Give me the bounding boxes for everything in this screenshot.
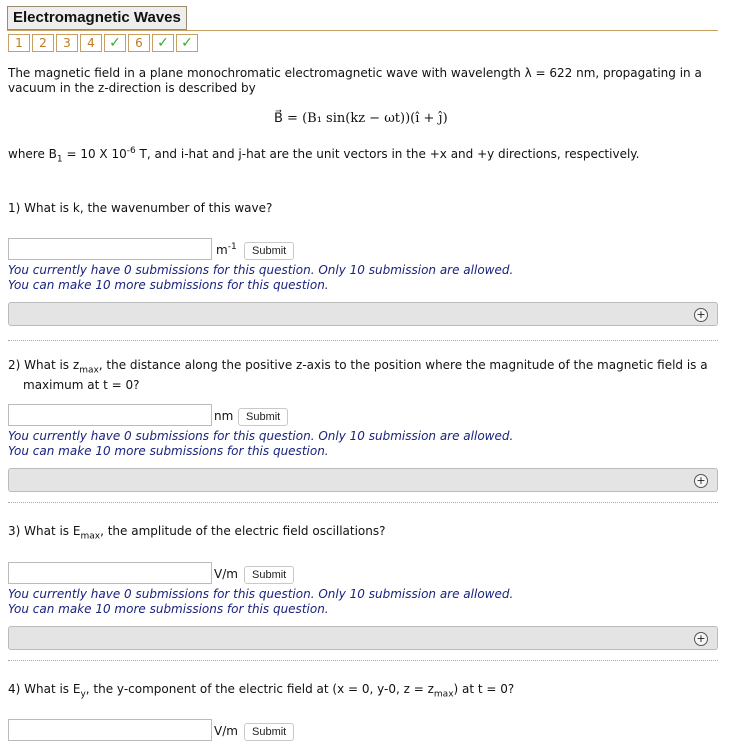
hint-bar-q1[interactable] (8, 302, 718, 326)
question-3-text (8, 524, 386, 541)
page-title: Electromagnetic Waves (7, 6, 187, 30)
nav-question-1[interactable]: 1 (8, 34, 30, 52)
answer-input-q1[interactable] (8, 238, 212, 260)
q4-sub2: max (433, 689, 454, 700)
where-sub: 1 (56, 154, 63, 165)
unit-q3: V/m (214, 567, 238, 581)
nav-question-3[interactable]: 3 (56, 34, 78, 52)
hint-bar-q3[interactable] (8, 626, 718, 650)
q4-sub: y (80, 689, 86, 700)
unit-q1-sup: -1 (227, 242, 237, 252)
submission-note-q2 (8, 429, 513, 459)
plus-circle-icon[interactable]: + (694, 308, 708, 322)
unit-q2: nm (214, 409, 234, 423)
hint-bar-q2[interactable] (8, 468, 718, 492)
submit-button-q4[interactable]: Submit (244, 723, 294, 741)
note-line1-q2: You currently have 0 submissions for this question. Only 10 submission are allowed. (8, 429, 514, 443)
submission-note-q3 (8, 587, 513, 617)
plus-circle-icon[interactable]: + (694, 474, 708, 488)
submit-button-q3[interactable]: Submit (244, 566, 294, 584)
q4-text-b: , the y-component of the electric field at (x = 0, y-0, z = z (85, 682, 434, 696)
where-rest: T, and i-hat and j-hat are the unit vectors in the +x and +y directions, respectively. (135, 147, 640, 161)
question-2-text (8, 358, 718, 393)
field-equation: B⃗ = (B₁ sin(kz − ωt))(î + ĵ) (274, 111, 448, 126)
q4-text-c: ) at t = 0? (453, 682, 515, 696)
note-line2-q2: You can make 10 more submissions for this question. (8, 444, 329, 458)
q3-text-b: , the amplitude of the electric field oscillations? (100, 524, 386, 538)
answer-input-q3[interactable] (8, 562, 212, 584)
q4-text-a: 4) What is E (8, 682, 81, 696)
unit-q4: V/m (214, 724, 238, 738)
plus-circle-icon[interactable]: + (694, 632, 708, 646)
where-prefix: where B (8, 147, 57, 161)
answer-input-q2[interactable] (8, 404, 212, 426)
where-mid: = 10 X 10 (62, 147, 127, 161)
problem-where (8, 144, 718, 167)
nav-question-2[interactable]: 2 (32, 34, 54, 52)
nav-question-4[interactable]: 4 (80, 34, 102, 52)
q2-sub: max (79, 365, 99, 376)
q3-sub: max (80, 531, 101, 542)
note-line2-q1: You can make 10 more submissions for this question. (8, 278, 329, 292)
unit-q1-base: m (216, 243, 228, 257)
nav-question-6[interactable]: 6 (128, 34, 150, 52)
question-4-text (8, 682, 514, 699)
where-sup: -6 (126, 146, 136, 156)
note-line1-q1: You currently have 0 submissions for this question. Only 10 submission are allowed. (8, 263, 514, 277)
divider (8, 660, 718, 661)
title-bar (7, 6, 718, 31)
answer-input-q4[interactable] (8, 719, 212, 741)
submit-button-q2[interactable]: Submit (238, 408, 288, 426)
note-line2-q3: You can make 10 more submissions for this question. (8, 602, 329, 616)
nav-question-5-check-icon[interactable]: ✓ (104, 34, 126, 52)
q2-text-b: , the distance along the positive z-axis to the position where the magnitude of the magnetic field is a maximum at t = 0? (23, 358, 708, 393)
submit-button-q1[interactable]: Submit (244, 242, 294, 260)
problem-intro: The magnetic field in a plane monochromatic electromagnetic wave with wavelength λ = 622 nm, propagating in a vacuum in the z-direction is described by (8, 66, 702, 95)
divider (8, 502, 718, 503)
q2-text-a: 2) What is z (8, 358, 80, 372)
divider (8, 340, 718, 341)
unit-q1 (216, 242, 237, 257)
nav-question-8-check-icon[interactable]: ✓ (176, 34, 198, 52)
question-1-text: 1) What is k, the wavenumber of this wave? (8, 201, 273, 215)
q3-text-a: 3) What is E (8, 524, 81, 538)
note-line1-q3: You currently have 0 submissions for this question. Only 10 submission are allowed. (8, 587, 514, 601)
question-nav (8, 34, 200, 52)
submission-note-q1 (8, 263, 513, 293)
nav-question-7-check-icon[interactable]: ✓ (152, 34, 174, 52)
